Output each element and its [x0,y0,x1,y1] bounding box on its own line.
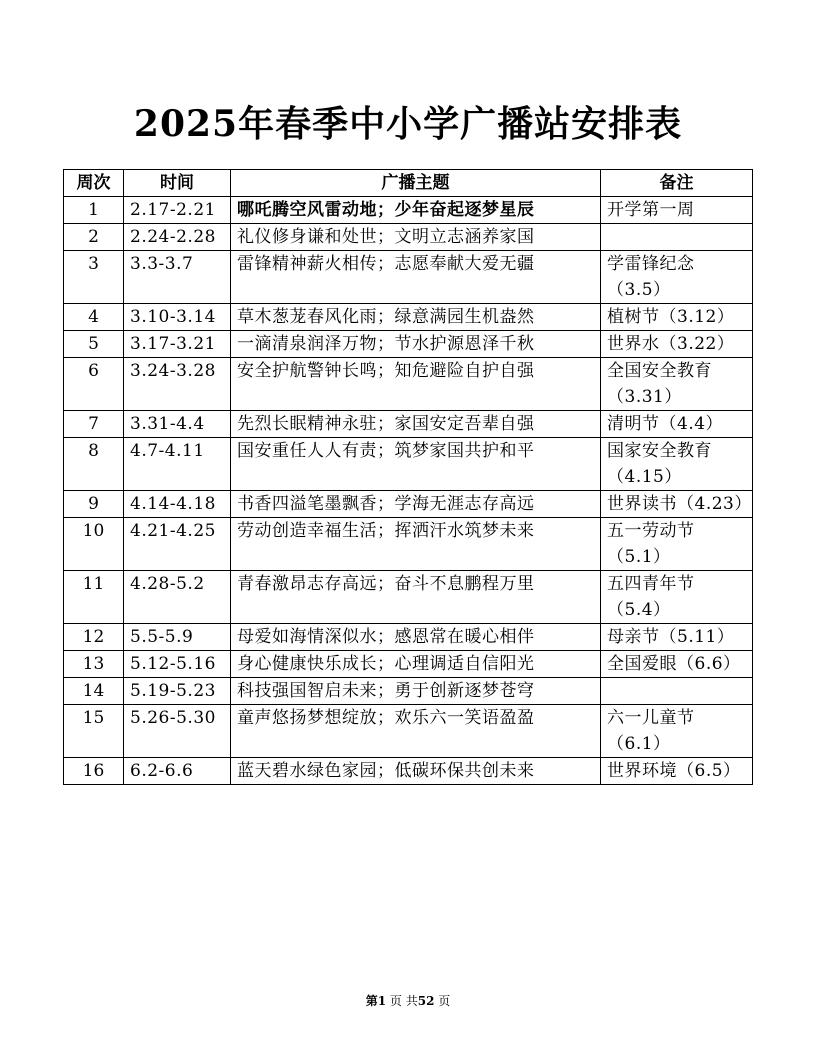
table-row [64,438,753,491]
time-cell: 3.17-3.21 [124,331,231,358]
theme-cell: 母爱如海情深似水；感恩常在暖心相伴 [231,624,601,651]
week-cell: 11 [64,571,124,624]
time-cell: 3.10-3.14 [124,304,231,331]
note-cell: 世界读书（4.23） [601,491,753,518]
theme-cell: 先烈长眠精神永驻；家国安定吾辈自强 [231,411,601,438]
week-cell: 8 [64,438,124,491]
time-cell: 6.2-6.6 [124,758,231,785]
broadcast-schedule-table [63,169,753,785]
theme-cell: 童声悠扬梦想绽放；欢乐六一笑语盈盈 [231,705,601,758]
note-cell: 全国爱眼（6.6） [601,651,753,678]
week-cell: 1 [64,197,124,224]
table-row [64,651,753,678]
week-cell: 13 [64,651,124,678]
theme-cell: 身心健康快乐成长；心理调适自信阳光 [231,651,601,678]
week-cell: 16 [64,758,124,785]
theme-cell: 哪吒腾空风雷动地；少年奋起逐梦星辰 [231,197,601,224]
week-cell: 3 [64,251,124,304]
note-cell [601,678,753,705]
theme-cell: 劳动创造幸福生活；挥洒汗水筑梦未来 [231,518,601,571]
footer-label-page: 第 [365,994,378,1008]
table-row [64,197,753,224]
table-row [64,705,753,758]
table-row [64,251,753,304]
theme-cell: 青春激昂志存高远；奋斗不息鹏程万里 [231,571,601,624]
time-cell: 5.19-5.23 [124,678,231,705]
note-cell: 母亲节（5.11） [601,624,753,651]
week-cell: 4 [64,304,124,331]
week-cell: 2 [64,224,124,251]
note-cell: 全国安全教育（3.31） [601,358,753,411]
footer-total-pages: 52 [417,994,435,1008]
note-cell: 植树节（3.12） [601,304,753,331]
week-cell: 7 [64,411,124,438]
time-cell: 3.31-4.4 [124,411,231,438]
table-row [64,304,753,331]
header-theme: 广播主题 [231,170,601,197]
theme-cell: 书香四溢笔墨飘香；学海无涯志存高远 [231,491,601,518]
table-header-row [64,170,753,197]
theme-cell: 雷锋精神薪火相传；志愿奉献大爱无疆 [231,251,601,304]
table-row [64,518,753,571]
theme-cell: 科技强国智启未来；勇于创新逐梦苍穹 [231,678,601,705]
time-cell: 4.28-5.2 [124,571,231,624]
time-cell: 5.26-5.30 [124,705,231,758]
week-cell: 5 [64,331,124,358]
header-time: 时间 [124,170,231,197]
page-footer [0,992,816,1009]
note-cell: 清明节（4.4） [601,411,753,438]
table-row [64,491,753,518]
time-cell: 4.14-4.18 [124,491,231,518]
table-row [64,358,753,411]
week-cell: 6 [64,358,124,411]
table-row [64,224,753,251]
table-row [64,758,753,785]
time-cell: 2.17-2.21 [124,197,231,224]
time-cell: 5.12-5.16 [124,651,231,678]
footer-current-page: 1 [377,994,387,1008]
time-cell: 2.24-2.28 [124,224,231,251]
table-row [64,571,753,624]
theme-cell: 一滴清泉润泽万物；节水护源恩泽千秋 [231,331,601,358]
week-cell: 15 [64,705,124,758]
time-cell: 3.24-3.28 [124,358,231,411]
theme-cell: 草木葱茏春风化雨；绿意满园生机盎然 [231,304,601,331]
week-cell: 14 [64,678,124,705]
note-cell [601,224,753,251]
time-cell: 4.7-4.11 [124,438,231,491]
table-row [64,331,753,358]
week-cell: 10 [64,518,124,571]
note-cell: 五四青年节（5.4） [601,571,753,624]
theme-cell: 蓝天碧水绿色家园；低碳环保共创未来 [231,758,601,785]
page-title: 2025年春季中小学广播站安排表 [133,103,683,145]
note-cell: 学雷锋纪念（3.5） [601,251,753,304]
table-row [64,678,753,705]
header-week: 周次 [64,170,124,197]
week-cell: 12 [64,624,124,651]
time-cell: 3.3-3.7 [124,251,231,304]
footer-label-end: 页 [438,994,451,1008]
table-row [64,411,753,438]
note-cell: 国家安全教育（4.15） [601,438,753,491]
note-cell: 六一儿童节（6.1） [601,705,753,758]
theme-cell: 礼仪修身谦和处世；文明立志涵养家国 [231,224,601,251]
theme-cell: 国安重任人人有责；筑梦家国共护和平 [231,438,601,491]
header-note: 备注 [601,170,753,197]
time-cell: 4.21-4.25 [124,518,231,571]
note-cell: 世界水（3.22） [601,331,753,358]
theme-cell: 安全护航警钟长鸣；知危避险自护自强 [231,358,601,411]
note-cell: 五一劳动节（5.1） [601,518,753,571]
note-cell: 开学第一周 [601,197,753,224]
time-cell: 5.5-5.9 [124,624,231,651]
table-row [64,624,753,651]
note-cell: 世界环境（6.5） [601,758,753,785]
footer-label-mid: 页 共 [389,994,418,1008]
week-cell: 9 [64,491,124,518]
